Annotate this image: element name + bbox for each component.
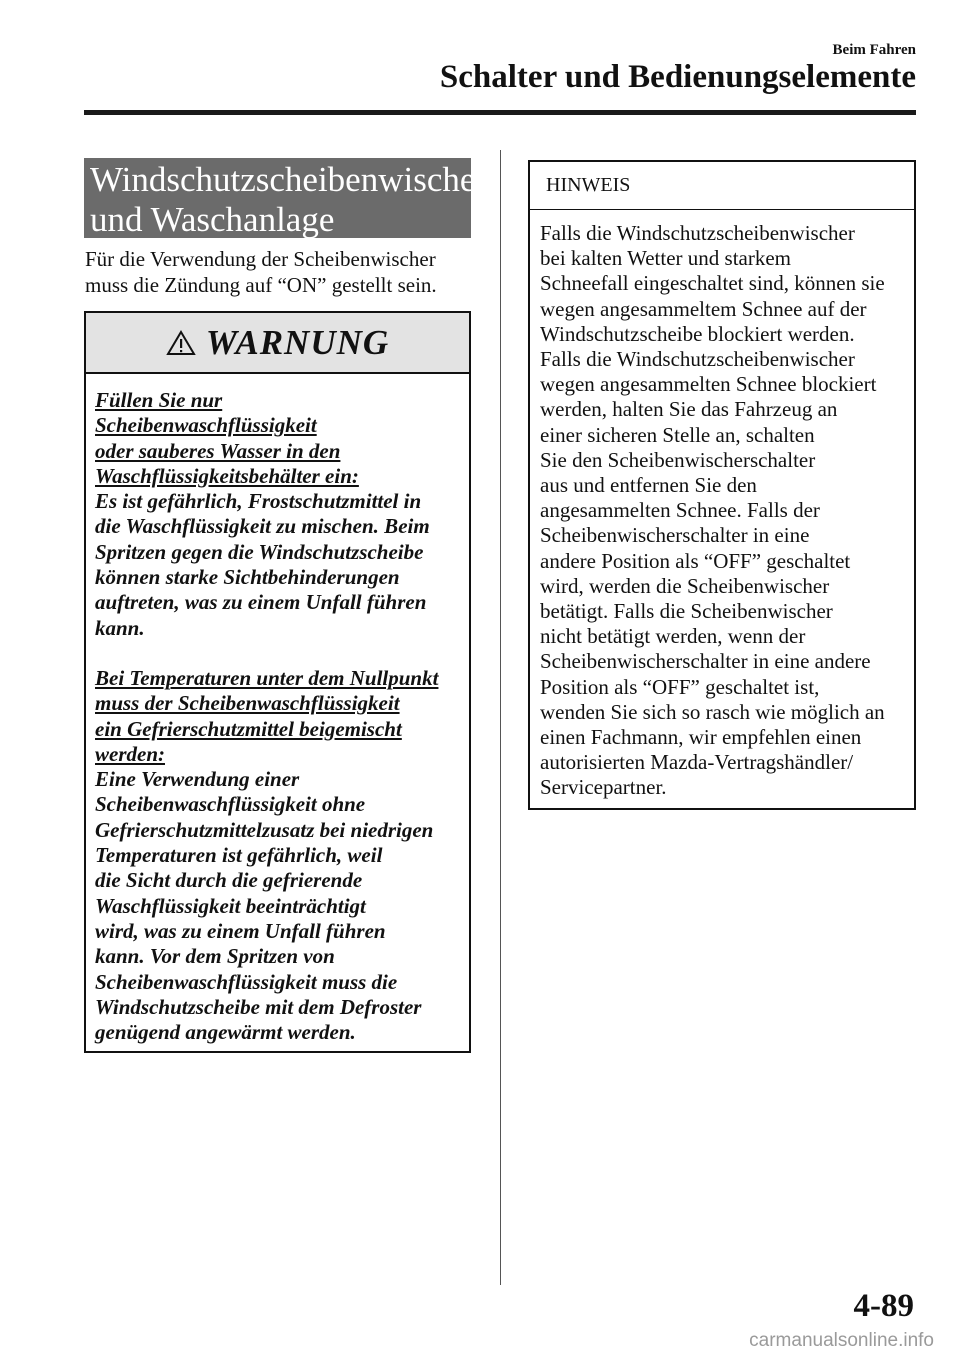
note-line: werden, halten Sie das Fahrzeug an (540, 397, 838, 422)
warning-header (86, 313, 469, 374)
warning-para-1-line: können starke Sichtbehinderungen (95, 565, 400, 590)
header-title: Schalter und Bedienungselemente (439, 59, 916, 95)
note-line: bei kalten Wetter und starkem (540, 246, 792, 271)
note-line: wenden Sie sich so rasch wie möglich an (540, 699, 885, 724)
note-line: Windschutzscheibe blockiert werden. (540, 321, 855, 346)
note-line: autorisierten Mazda-Vertragshändler/ (540, 750, 854, 775)
warning-para-1-line: kann. (95, 615, 145, 640)
note-line: wegen angesammeltem Schnee auf der (540, 296, 867, 321)
note-line: einen Fachmann, wir empfehlen einen (540, 725, 862, 750)
warning-para-2 (95, 666, 461, 1045)
note-line: Scheibenwischerschalter in eine (540, 523, 810, 548)
note-line: betätigt. Falls die Scheibenwischer (540, 599, 833, 624)
paragraph-gap (95, 641, 461, 666)
warning-para-2-lead-line: ein Gefrierschutzmittel beigemischt (95, 716, 402, 741)
warning-para-2-lead-line: muss der Scheibenwaschflüssigkeit (95, 691, 400, 716)
watermark: carmanualsonline.info (749, 1330, 934, 1351)
note-line: Position als “OFF” geschaltet ist, (540, 674, 820, 699)
warning-para-1-line: auftreten, was zu einem Unfall führen (95, 590, 427, 615)
page-number: 4-89 (853, 1288, 914, 1324)
section-heading-line-1: Windschutzscheibenwischer (90, 160, 488, 199)
note-line: andere Position als “OFF” geschaltet (540, 548, 851, 573)
column-divider (500, 150, 501, 1285)
warning-para-1 (95, 388, 461, 641)
warning-para-1-lead-line: Scheibenwaschflüssigkeit (95, 413, 317, 438)
warning-para-2-line: Windschutzscheibe mit dem Defroster (95, 994, 422, 1019)
note-line: Scheibenwischerschalter in eine andere (540, 649, 871, 674)
note-line: Sie den Scheibenwischerschalter (540, 447, 816, 472)
warning-para-1-line: Spritzen gegen die Windschutzscheibe (95, 539, 424, 564)
warning-para-2-line: genügend angewärmt werden. (95, 1020, 356, 1045)
intro-line-2: muss die Zündung auf “ON” gestellt sein. (85, 273, 437, 297)
warning-para-2-lead-line: Bei Temperaturen unter dem Nullpunkt (95, 665, 439, 690)
section-heading (84, 158, 488, 239)
note-line: wegen angesammelten Schnee blockiert (540, 372, 877, 397)
intro-line-1: Für die Verwendung der Scheibenwischer (85, 247, 436, 271)
warning-para-2-line: Scheibenwaschflüssigkeit ohne (95, 792, 366, 817)
warning-para-1-line: die Waschflüssigkeit zu mischen. Beim (95, 514, 430, 539)
warning-para-2-lead-line: werden: (95, 741, 165, 766)
note-line: Servicepartner. (540, 775, 667, 800)
note-line: Schneefall eingeschaltet sind, können sie (540, 271, 885, 296)
header-rule (84, 110, 916, 115)
note-line: Falls die Windschutzscheibenwischer (540, 221, 855, 245)
warning-body (86, 374, 469, 1045)
warning-para-2-line: Gefrierschutzmittelzusatz bei niedrigen (95, 817, 434, 842)
note-line: aus und entfernen Sie den (540, 473, 757, 498)
note-line: wird, werden die Scheibenwischer (540, 573, 830, 598)
warning-para-2-line: Scheibenwaschflüssigkeit muss die (95, 969, 398, 994)
warning-para-2-line: die Sicht durch die gefrierende (95, 868, 363, 893)
warning-para-2-line: Eine Verwendung einer (95, 767, 300, 792)
section-heading-line-2: und Waschanlage (90, 200, 335, 239)
warning-para-1-line: Es ist gefährlich, Frostschutzmittel in (95, 489, 422, 514)
warning-para-1-lead-line: Füllen Sie nur (95, 388, 223, 412)
note-line: einer sicheren Stelle an, schalten (540, 422, 815, 447)
intro-text (85, 246, 475, 298)
warning-para-1-lead-line: oder sauberes Wasser in den (95, 438, 341, 463)
note-line: nicht betätigt werden, wenn der (540, 624, 806, 649)
warning-label: WARNUNG (205, 322, 390, 362)
note-box (528, 160, 916, 810)
warning-box (84, 311, 471, 1053)
warning-para-2-line: wird, was zu einem Unfall führen (95, 918, 386, 943)
warning-para-2-line: kann. Vor dem Spritzen von (95, 944, 335, 969)
warning-para-2-line: Waschflüssigkeit beeinträchtigt (95, 893, 366, 918)
warning-para-2-line: Temperaturen ist gefährlich, weil (95, 843, 383, 868)
note-line: angesammelten Schnee. Falls der (540, 498, 820, 523)
note-body (530, 210, 914, 801)
header-section: Beim Fahren (832, 42, 916, 58)
note-line: Falls die Windschutzscheibenwischer (540, 347, 855, 372)
warning-triangle-icon (166, 330, 196, 356)
note-header: HINWEIS (530, 162, 914, 210)
warning-para-1-lead-line: Waschflüssigkeitsbehälter ein: (95, 463, 359, 488)
